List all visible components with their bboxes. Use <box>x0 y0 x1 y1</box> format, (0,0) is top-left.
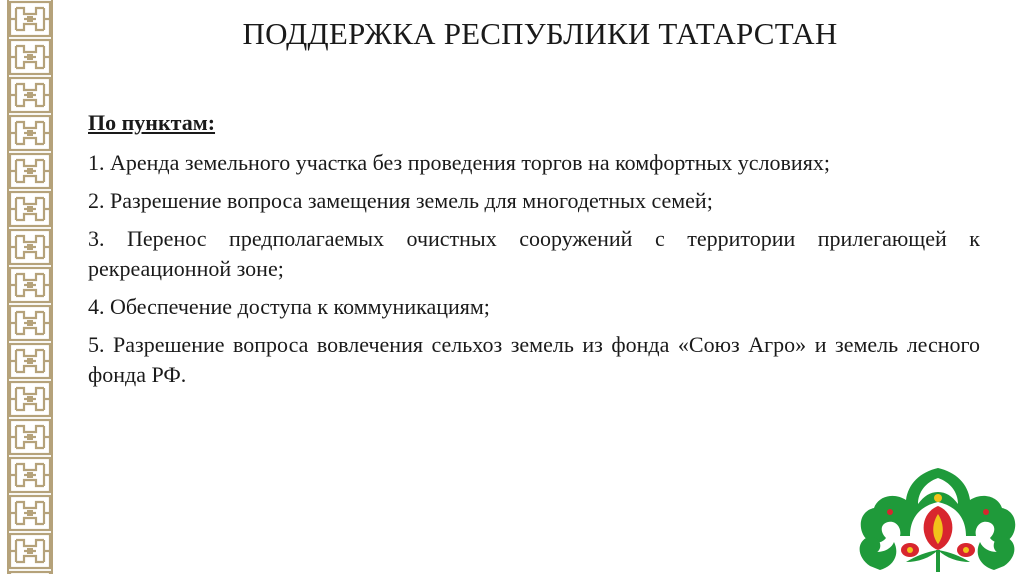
content-body <box>88 108 980 398</box>
tulip-ornament-icon <box>850 462 1024 574</box>
list-heading: По пунктам: <box>88 110 216 135</box>
list-item-5: 5. Разрешение вопроса вовлечения сельхоз земель из фонда «Союз Агро» и земель лесного фонда РФ. <box>88 332 980 387</box>
page-title: ПОДДЕРЖКА РЕСПУБЛИКИ ТАТАРСТАН <box>242 16 838 51</box>
tatar-ornament-border-icon <box>6 0 54 574</box>
list-item-2: 2. Разрешение вопроса замещения земель для многодетных семей; <box>88 188 713 213</box>
list-item-1: 1. Аренда земельного участка без проведения торгов на комфортных условиях; <box>88 150 830 175</box>
list-item-3: 3. Перенос предполагаемых очистных сооружений с территории прилегающей к рекреационной зоне; <box>88 226 980 281</box>
list-item-4: 4. Обеспечение доступа к коммуникациям; <box>88 294 490 319</box>
